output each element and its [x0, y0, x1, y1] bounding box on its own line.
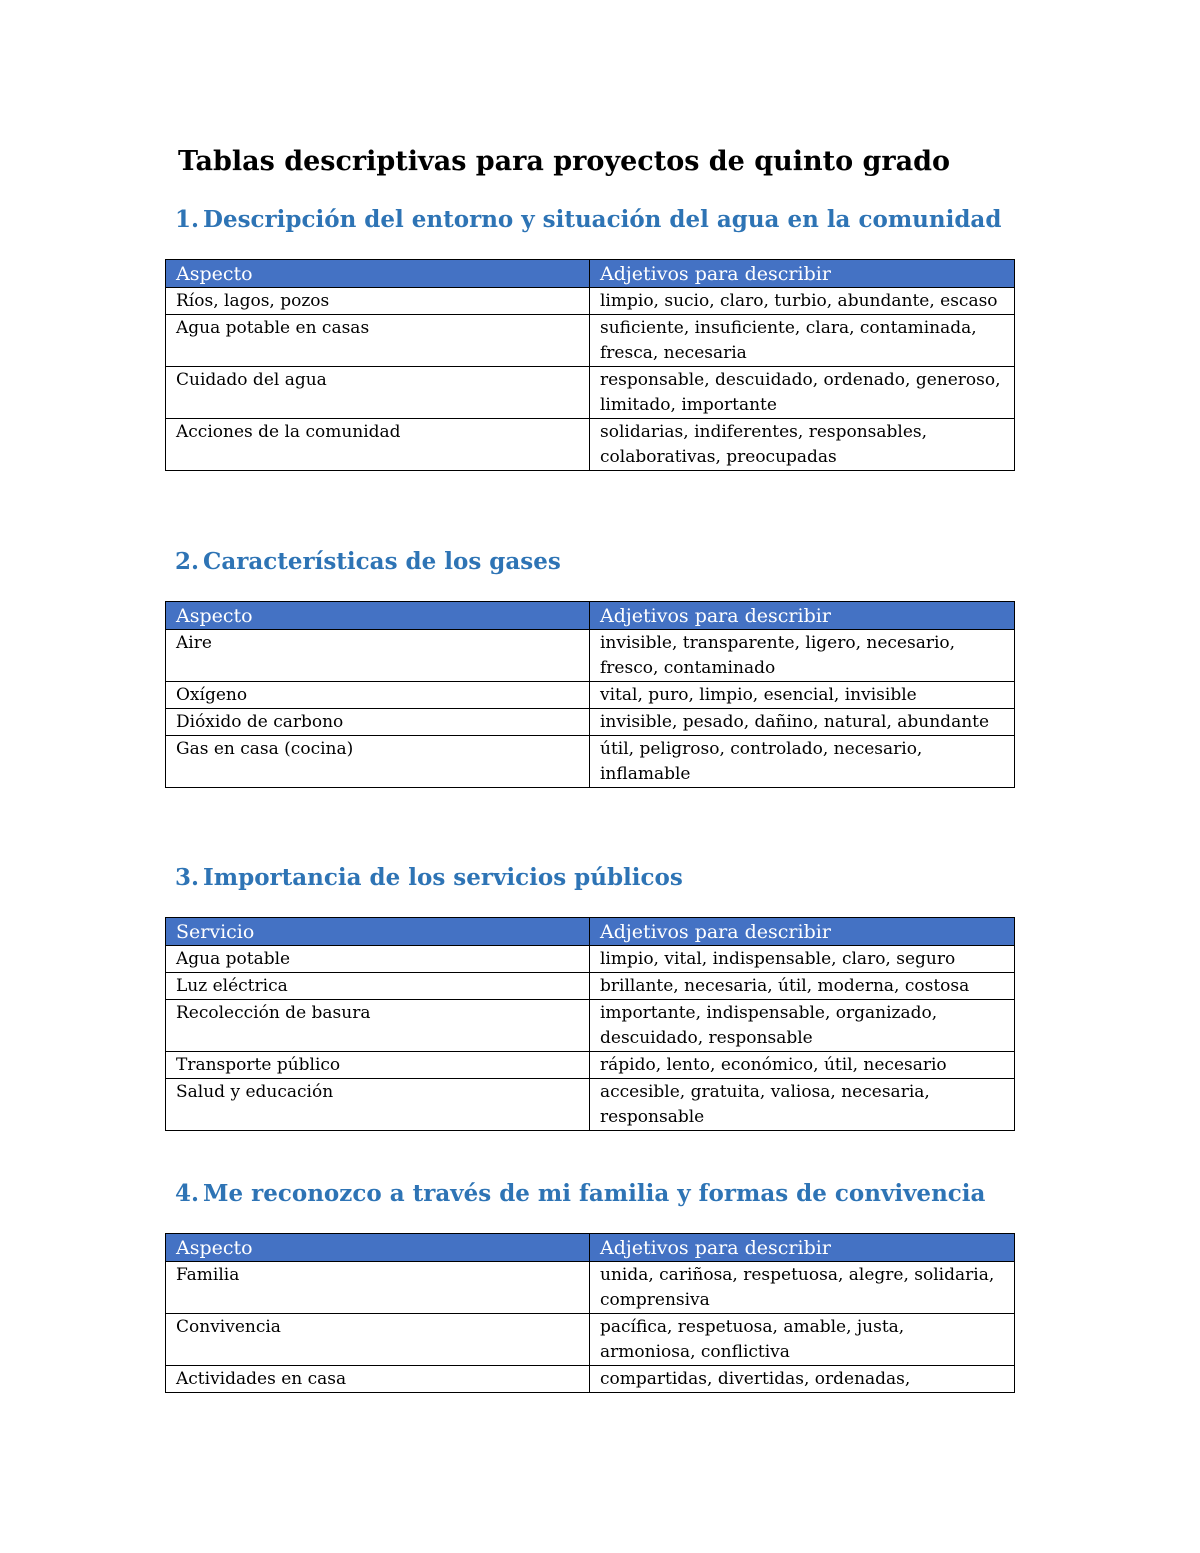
table-public-services	[165, 917, 1015, 1131]
section-number: 2.	[175, 548, 200, 575]
column-header-adjectives: Adjetivos para describir	[590, 602, 1015, 630]
adjectives-cell: accesible, gratuita, valiosa, necesaria, responsable	[590, 1079, 1015, 1131]
section-number: 4.	[175, 1180, 200, 1207]
adjectives-cell: rápido, lento, económico, útil, necesario	[590, 1052, 1015, 1079]
adjectives-cell: limpio, sucio, claro, turbio, abundante, escaso	[590, 288, 1015, 315]
adjectives-cell: compartidas, divertidas, ordenadas,	[590, 1366, 1015, 1393]
aspect-cell: Gas en casa (cocina)	[166, 736, 590, 788]
aspect-cell: Acciones de la comunidad	[166, 419, 590, 471]
section-2-heading	[175, 545, 561, 579]
service-cell: Luz eléctrica	[166, 973, 590, 1000]
table-row	[166, 1262, 1015, 1314]
aspect-cell: Ríos, lagos, pozos	[166, 288, 590, 315]
adjectives-cell: invisible, pesado, dañino, natural, abundante	[590, 709, 1015, 736]
adjectives-cell: brillante, necesaria, útil, moderna, costosa	[590, 973, 1015, 1000]
adjectives-cell: pacífica, respetuosa, amable, justa, armoniosa, conflictiva	[590, 1314, 1015, 1366]
adjectives-cell: solidarias, indiferentes, responsables, colaborativas, preocupadas	[590, 419, 1015, 471]
aspect-cell: Oxígeno	[166, 682, 590, 709]
section-1-heading	[175, 203, 1001, 237]
adjectives-cell: vital, puro, limpio, esencial, invisible	[590, 682, 1015, 709]
aspect-cell: Convivencia	[166, 1314, 590, 1366]
page-title: Tablas descriptivas para proyectos de quinto grado	[178, 146, 951, 177]
adjectives-cell: unida, cariñosa, respetuosa, alegre, solidaria, comprensiva	[590, 1262, 1015, 1314]
service-cell: Transporte público	[166, 1052, 590, 1079]
adjectives-cell: suficiente, insuficiente, clara, contaminada, fresca, necesaria	[590, 315, 1015, 367]
column-header-aspect: Aspecto	[166, 1234, 590, 1262]
aspect-cell: Familia	[166, 1262, 590, 1314]
section-title: Me reconozco a través de mi familia y formas de convivencia	[203, 1180, 986, 1207]
table-row	[166, 1366, 1015, 1393]
table-water-community	[165, 259, 1015, 471]
column-header-aspect: Aspecto	[166, 260, 590, 288]
table-row	[166, 367, 1015, 419]
table-header-row	[166, 918, 1015, 946]
adjectives-cell: invisible, transparente, ligero, necesario, fresco, contaminado	[590, 630, 1015, 682]
aspect-cell: Cuidado del agua	[166, 367, 590, 419]
aspect-cell: Dióxido de carbono	[166, 709, 590, 736]
column-header-adjectives: Adjetivos para describir	[590, 1234, 1015, 1262]
column-header-aspect: Aspecto	[166, 602, 590, 630]
section-number: 3.	[175, 864, 200, 891]
column-header-adjectives: Adjetivos para describir	[590, 918, 1015, 946]
adjectives-cell: responsable, descuidado, ordenado, generoso, limitado, importante	[590, 367, 1015, 419]
table-row	[166, 682, 1015, 709]
service-cell: Agua potable	[166, 946, 590, 973]
section-number: 1.	[175, 206, 200, 233]
table-row	[166, 1000, 1015, 1052]
table-row	[166, 1314, 1015, 1366]
section-title: Características de los gases	[203, 548, 561, 575]
section-title: Descripción del entorno y situación del agua en la comunidad	[203, 206, 1002, 233]
section-title: Importancia de los servicios públicos	[203, 864, 683, 891]
column-header-service: Servicio	[166, 918, 590, 946]
aspect-cell: Agua potable en casas	[166, 315, 590, 367]
table-row	[166, 973, 1015, 1000]
table-family-coexistence	[165, 1233, 1015, 1393]
table-row	[166, 1052, 1015, 1079]
table-row	[166, 1079, 1015, 1131]
table-header-row	[166, 260, 1015, 288]
section-3-heading	[175, 861, 683, 895]
adjectives-cell: limpio, vital, indispensable, claro, seguro	[590, 946, 1015, 973]
table-row	[166, 736, 1015, 788]
table-header-row	[166, 602, 1015, 630]
table-row	[166, 946, 1015, 973]
service-cell: Salud y educación	[166, 1079, 590, 1131]
section-4-heading	[175, 1177, 985, 1211]
table-gases	[165, 601, 1015, 788]
adjectives-cell: importante, indispensable, organizado, descuidado, responsable	[590, 1000, 1015, 1052]
aspect-cell: Actividades en casa	[166, 1366, 590, 1393]
table-row	[166, 419, 1015, 471]
table-header-row	[166, 1234, 1015, 1262]
table-row	[166, 630, 1015, 682]
aspect-cell: Aire	[166, 630, 590, 682]
table-row	[166, 709, 1015, 736]
column-header-adjectives: Adjetivos para describir	[590, 260, 1015, 288]
table-row	[166, 315, 1015, 367]
table-row	[166, 288, 1015, 315]
service-cell: Recolección de basura	[166, 1000, 590, 1052]
adjectives-cell: útil, peligroso, controlado, necesario, inflamable	[590, 736, 1015, 788]
